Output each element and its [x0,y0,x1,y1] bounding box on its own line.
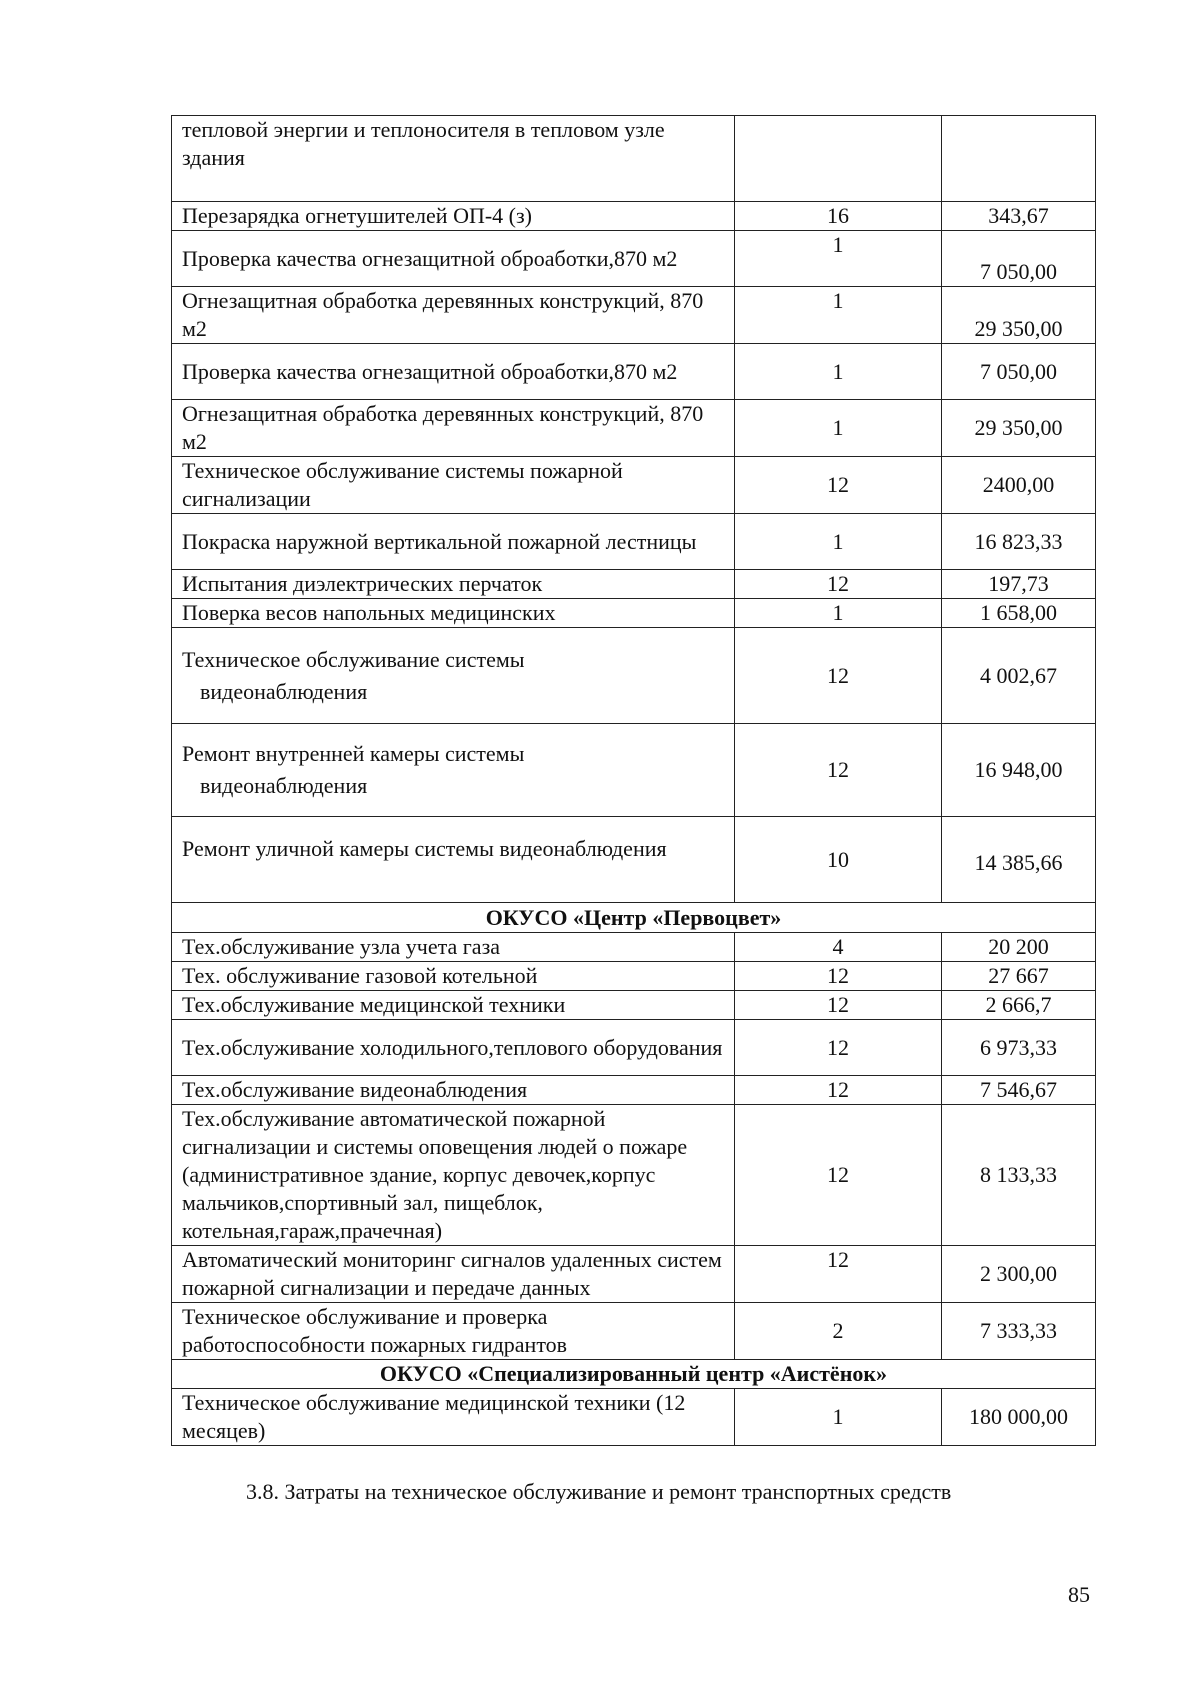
price [942,116,1096,202]
service-name: Автоматический мониторинг сигналов удаленных систем пожарной сигнализации и передаче данных [172,1246,735,1303]
quantity: 1 [735,599,942,628]
section-title: ОКУСО «Центр «Первоцвет» [172,903,1096,933]
price: 7 050,00 [942,344,1096,400]
quantity: 12 [735,1105,942,1246]
price: 7 333,33 [942,1303,1096,1360]
quantity: 2 [735,1303,942,1360]
service-name: Техническое обслуживание системы пожарной сигнализации [172,457,735,514]
quantity: 12 [735,457,942,514]
table-row [172,400,1096,457]
service-name: Испытания диэлектрических перчаток [172,570,735,599]
service-name: Проверка качества огнезащитной оброаботки,870 м2 [172,344,735,400]
table-row [172,991,1096,1020]
price: 7 546,67 [942,1076,1096,1105]
quantity [735,116,942,202]
service-name [172,628,735,724]
service-name: Огнезащитная обработка деревянных конструкций, 870 м2 [172,287,735,344]
price: 16 948,00 [942,724,1096,817]
price: 1 658,00 [942,599,1096,628]
price: 14 385,66 [942,817,1096,903]
service-name: Покраска наружной вертикальной пожарной лестницы [172,514,735,570]
table-row [172,1246,1096,1303]
service-name: Тех. обслуживание газовой котельной [172,962,735,991]
service-name: Тех.обслуживание автоматической пожарной сигнализации и системы оповещения людей о пожаре (административное здание, корпус девочек,корпус мальчиков,спортивный зал, пищеблок, котельная,гараж,прачечная) [172,1105,735,1246]
quantity: 1 [735,287,942,344]
quantity: 12 [735,628,942,724]
price: 2400,00 [942,457,1096,514]
price: 343,67 [942,202,1096,231]
quantity: 4 [735,933,942,962]
quantity: 10 [735,817,942,903]
table-row [172,933,1096,962]
table-row [172,287,1096,344]
table-row [172,1105,1096,1246]
price: 2 300,00 [942,1246,1096,1303]
service-name: Тех.обслуживание холодильного,теплового оборудования [172,1020,735,1076]
price: 7 050,00 [942,231,1096,287]
quantity: 16 [735,202,942,231]
quantity: 12 [735,1246,942,1303]
quantity: 12 [735,724,942,817]
table-row [172,514,1096,570]
service-name: Техническое обслуживание и проверка работоспособности пожарных гидрантов [172,1303,735,1360]
service-name: Перезарядка огнетушителей ОП-4 (з) [172,202,735,231]
service-name: Проверка качества огнезащитной оброаботки,870 м2 [172,231,735,287]
table-row [172,1076,1096,1105]
service-name: тепловой энергии и теплоносителя в тепловом узле здания [172,116,735,202]
price: 29 350,00 [942,287,1096,344]
service-name-line: видеонаблюдения [200,773,368,798]
quantity: 1 [735,1389,942,1446]
price: 8 133,33 [942,1105,1096,1246]
paragraph-text: 3.8. Затраты на техническое обслуживание и ремонт транспортных средств [246,1479,952,1504]
quantity: 12 [735,962,942,991]
table-row [172,628,1096,724]
price: 4 002,67 [942,628,1096,724]
service-name: Тех.обслуживание видеонаблюдения [172,1076,735,1105]
table-row [172,570,1096,599]
table-row [172,724,1096,817]
section-title: ОКУСО «Специализированный центр «Аистёнок» [172,1360,1096,1389]
price: 16 823,33 [942,514,1096,570]
table-row [172,962,1096,991]
service-name: Ремонт уличной камеры системы видеонаблюдения [172,817,735,903]
quantity: 12 [735,570,942,599]
quantity: 12 [735,1076,942,1105]
service-name: Поверка весов напольных медицинских [172,599,735,628]
service-name: Техническое обслуживание медицинской техники (12 месяцев) [172,1389,735,1446]
table-row [172,1389,1096,1446]
table-row [172,457,1096,514]
price: 197,73 [942,570,1096,599]
table-row [172,344,1096,400]
table-row [172,231,1096,287]
section-paragraph [171,1478,1024,1506]
table-row [172,116,1096,202]
service-name-line: Ремонт внутренней камеры системы [182,741,525,766]
price: 29 350,00 [942,400,1096,457]
service-name: Огнезащитная обработка деревянных конструкций, 870 м2 [172,400,735,457]
page-number: 85 [1068,1582,1090,1607]
quantity: 12 [735,991,942,1020]
cost-table [171,115,1096,1446]
service-name-line: видеонаблюдения [200,678,368,704]
section-header [172,903,1096,933]
service-name [172,724,735,817]
price: 20 200 [942,933,1096,962]
section-header [172,1360,1096,1389]
price: 27 667 [942,962,1096,991]
quantity: 1 [735,514,942,570]
quantity: 1 [735,344,942,400]
quantity: 1 [735,231,942,287]
table-row [172,1020,1096,1076]
quantity: 12 [735,1020,942,1076]
price: 6 973,33 [942,1020,1096,1076]
table-row [172,817,1096,903]
price: 2 666,7 [942,991,1096,1020]
service-name: Тех.обслуживание узла учета газа [172,933,735,962]
table-row [172,202,1096,231]
service-name-line: Техническое обслуживание системы [182,646,525,672]
quantity: 1 [735,400,942,457]
service-name: Тех.обслуживание медицинской техники [172,991,735,1020]
table-row [172,1303,1096,1360]
price: 180 000,00 [942,1389,1096,1446]
table-row [172,599,1096,628]
